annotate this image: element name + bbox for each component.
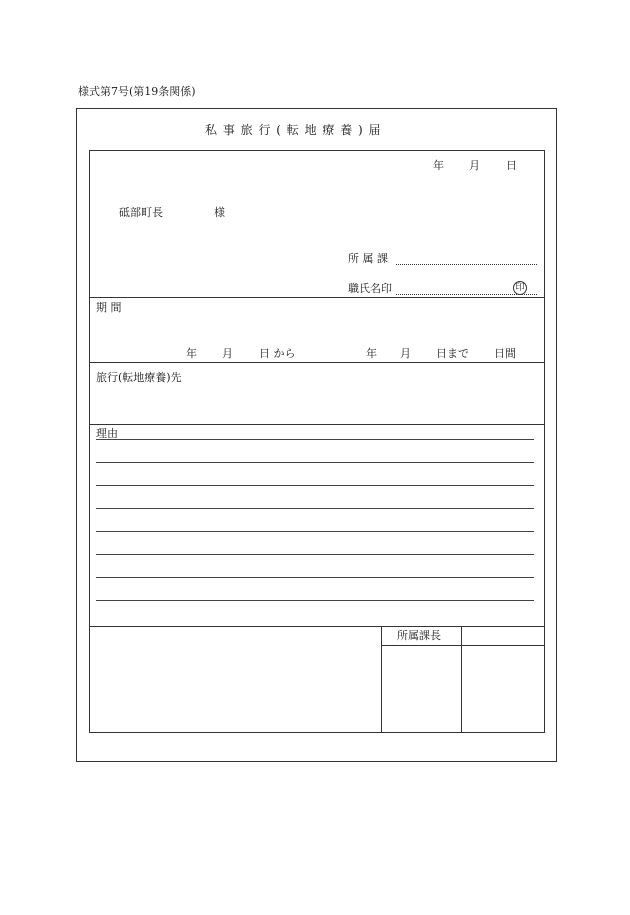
dept-head-seal-box[interactable] xyxy=(382,646,461,732)
addressee-suffix: 様 xyxy=(214,206,225,219)
period-from-month: 月 xyxy=(222,347,233,360)
reason-line[interactable] xyxy=(96,439,534,440)
period-days: 日間 xyxy=(494,347,516,360)
reason-line[interactable] xyxy=(96,600,534,601)
approval-top-divider xyxy=(89,626,545,627)
period-from-day: 日 から xyxy=(259,347,296,360)
period-to-day: 日まで xyxy=(436,347,469,360)
reason-line[interactable] xyxy=(96,508,534,509)
dept-head-label: 所属課長 xyxy=(397,629,441,642)
reason-line[interactable] xyxy=(96,462,534,463)
period-from-year: 年 xyxy=(186,347,197,360)
reason-label: 理由 xyxy=(96,427,118,440)
department-label: 所 属 課 xyxy=(348,252,388,265)
extra-seal-box[interactable] xyxy=(462,646,544,732)
seal-icon: 印 xyxy=(513,281,527,295)
reason-line[interactable] xyxy=(96,485,534,486)
addressee-name: 砥部町長 xyxy=(119,206,163,219)
name-label: 職氏名印 xyxy=(348,282,392,295)
reason-line[interactable] xyxy=(96,554,534,555)
period-to-month: 月 xyxy=(400,347,411,360)
date-year-label: 年 xyxy=(433,159,444,172)
destination-label: 旅行(転地療養)先 xyxy=(96,371,182,384)
reason-line[interactable] xyxy=(96,577,534,578)
destination-top-divider xyxy=(89,362,545,363)
period-label: 期 間 xyxy=(96,301,122,314)
form-title: 私 事 旅 行 ( 転 地 療 養 ) 届 xyxy=(205,123,382,137)
form-number: 様式第7号(第19条関係) xyxy=(78,85,196,98)
period-to-year: 年 xyxy=(366,347,377,360)
period-top-divider xyxy=(89,297,545,298)
reason-top-divider xyxy=(89,424,545,425)
date-day-label: 日 xyxy=(506,159,517,172)
date-month-label: 月 xyxy=(469,159,480,172)
department-field[interactable] xyxy=(396,264,537,265)
reason-line[interactable] xyxy=(96,531,534,532)
